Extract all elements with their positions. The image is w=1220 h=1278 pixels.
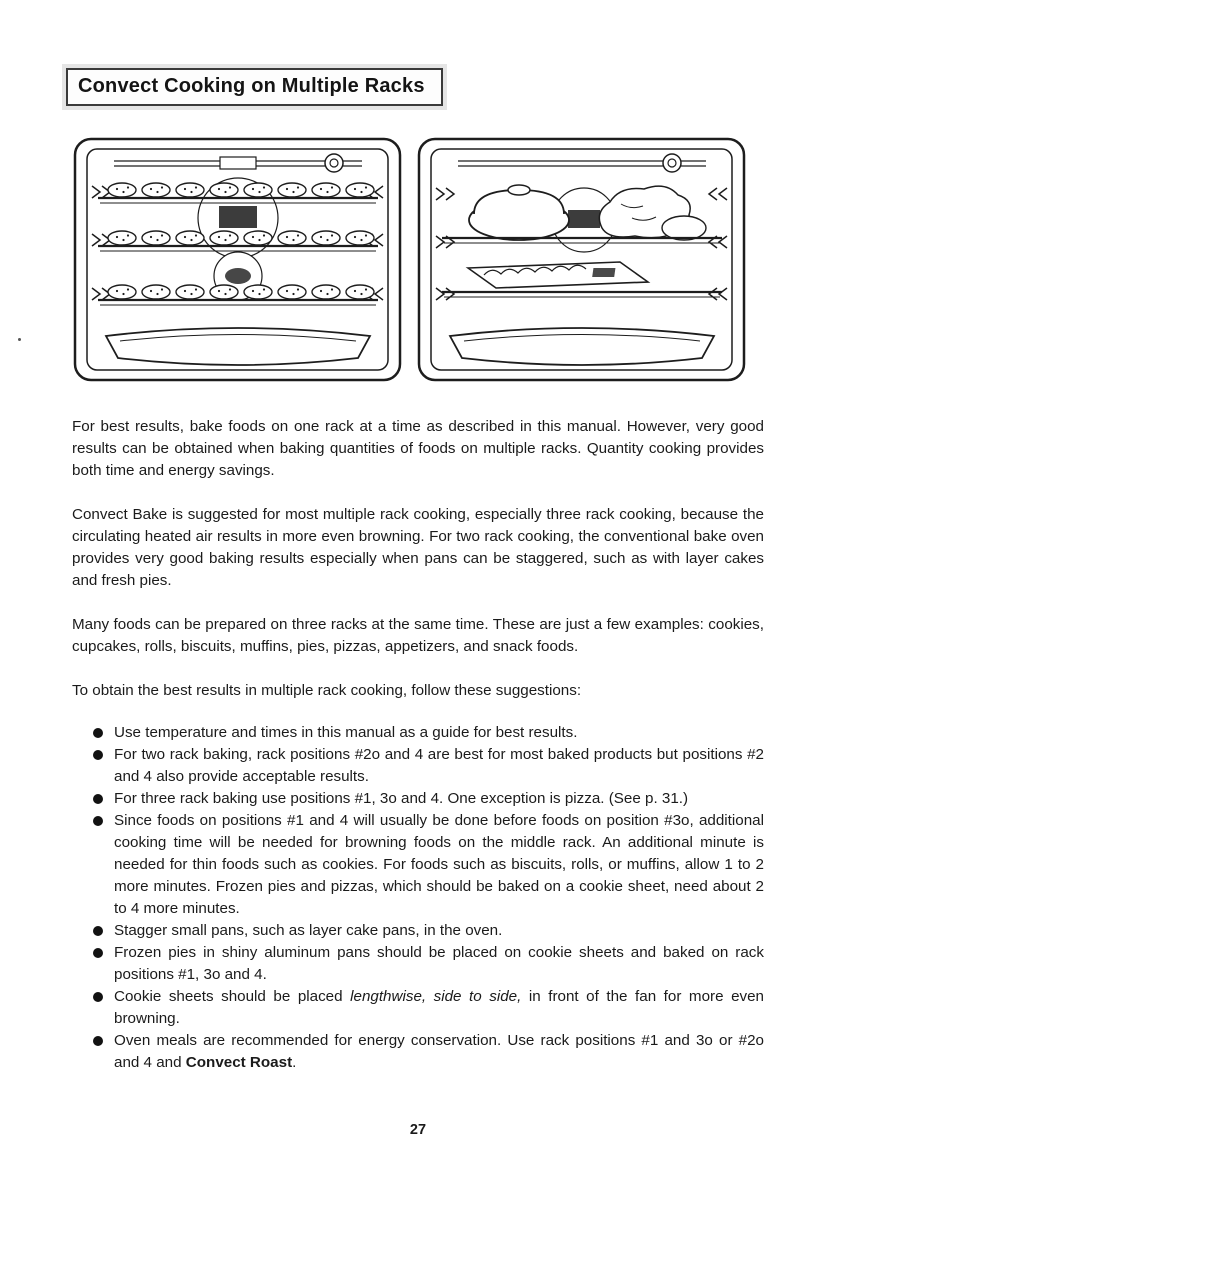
bullet-icon xyxy=(93,948,103,958)
suggestions-lead-in: To obtain the best results in multiple rack cooking, follow these suggestions: xyxy=(72,682,582,699)
section-title-box xyxy=(66,68,443,106)
suggestion-item xyxy=(72,788,764,810)
suggestion-item xyxy=(72,920,764,942)
page-number: 27 xyxy=(409,1122,427,1138)
bullet-icon xyxy=(93,728,103,738)
body-text xyxy=(72,416,764,1074)
bullet-icon xyxy=(93,926,103,936)
oven-cookies-illustration xyxy=(72,136,403,383)
suggestion-text-segment: Stagger small pans, such as layer cake pans, in the oven. xyxy=(114,922,503,939)
suggestion-item xyxy=(72,810,764,920)
bullet-icon xyxy=(93,794,103,804)
suggestion-text-segment: . xyxy=(292,1054,297,1071)
suggestion-text-segment: Use temperature and times in this manual as a guide for best results. xyxy=(114,724,578,741)
intro-paragraph: For best results, bake foods on one rack at a time as described in this manual. However, very good results can be obtained when baking quantities of foods on multiple racks. Quantity cooking provides both time and energy savings. xyxy=(72,418,764,479)
suggestion-item xyxy=(72,942,764,986)
suggestion-item xyxy=(72,986,764,1030)
suggestion-text-segment: Since foods on positions #1 and 4 will usually be done before foods on position #3o, additional cooking time will be needed for browning foods on the middle rack. An additional minute is needed for thin foods such as cookies. For foods such as biscuits, rolls, or muffins, allow 1 to 2 more minutes. Frozen pies and pizzas, which should be baked on a cookie sheet, need about 2 to 4 more minutes. xyxy=(114,812,764,917)
scan-artifact-dot xyxy=(18,338,21,341)
section-title: Convect Cooking on Multiple Racks xyxy=(78,75,425,97)
bullet-icon xyxy=(93,750,103,760)
bullet-icon xyxy=(93,992,103,1002)
suggestion-item xyxy=(72,744,764,788)
oven-roast-illustration xyxy=(416,136,747,383)
suggestion-text-segment: Cookie sheets should be placed xyxy=(114,988,351,1005)
suggestion-text-segment: For two rack baking, rack positions #2o and 4 are best for most baked products but positions #2 and 4 also provide acceptable results. xyxy=(114,746,764,785)
suggestion-text-segment: in front of the fan for more even browning. xyxy=(114,988,765,1027)
suggestion-text-segment: Oven meals are recommended for energy conservation. Use rack positions #1 and 3o or #2o and 4 and xyxy=(114,1032,764,1071)
suggestions-list xyxy=(72,722,764,1074)
bullet-icon xyxy=(93,816,103,826)
examples-paragraph: Many foods can be prepared on three racks at the same time. These are just a few examples: cookies, cupcakes, rolls, biscuits, muffins, pies, pizzas, appetizers, and snack foods. xyxy=(72,616,764,655)
oven-illustrations xyxy=(72,136,764,383)
suggestion-text-segment: Frozen pies in shiny aluminum pans should be placed on cookie sheets and baked on rack positions #1, 3o and 4. xyxy=(114,944,764,983)
convect-bake-paragraph: Convect Bake is suggested for most multiple rack cooking, especially three rack cooking, because the circulating heated air results in more even browning. For two rack cooking, the conventional bake oven provides very good baking results especially when pans can be staggered, such as with layer cakes and fresh pies. xyxy=(72,506,764,589)
suggestion-item xyxy=(72,1030,764,1074)
manual-page xyxy=(72,68,764,1138)
suggestion-text-segment: lengthwise, side to side, xyxy=(350,988,522,1005)
suggestion-text-segment: For three rack baking use positions #1, 3o and 4. One exception is pizza. (See p. 31.) xyxy=(114,790,689,807)
suggestion-text-segment: Convect Roast xyxy=(185,1054,293,1071)
suggestion-item xyxy=(72,722,764,744)
bullet-icon xyxy=(93,1036,103,1046)
